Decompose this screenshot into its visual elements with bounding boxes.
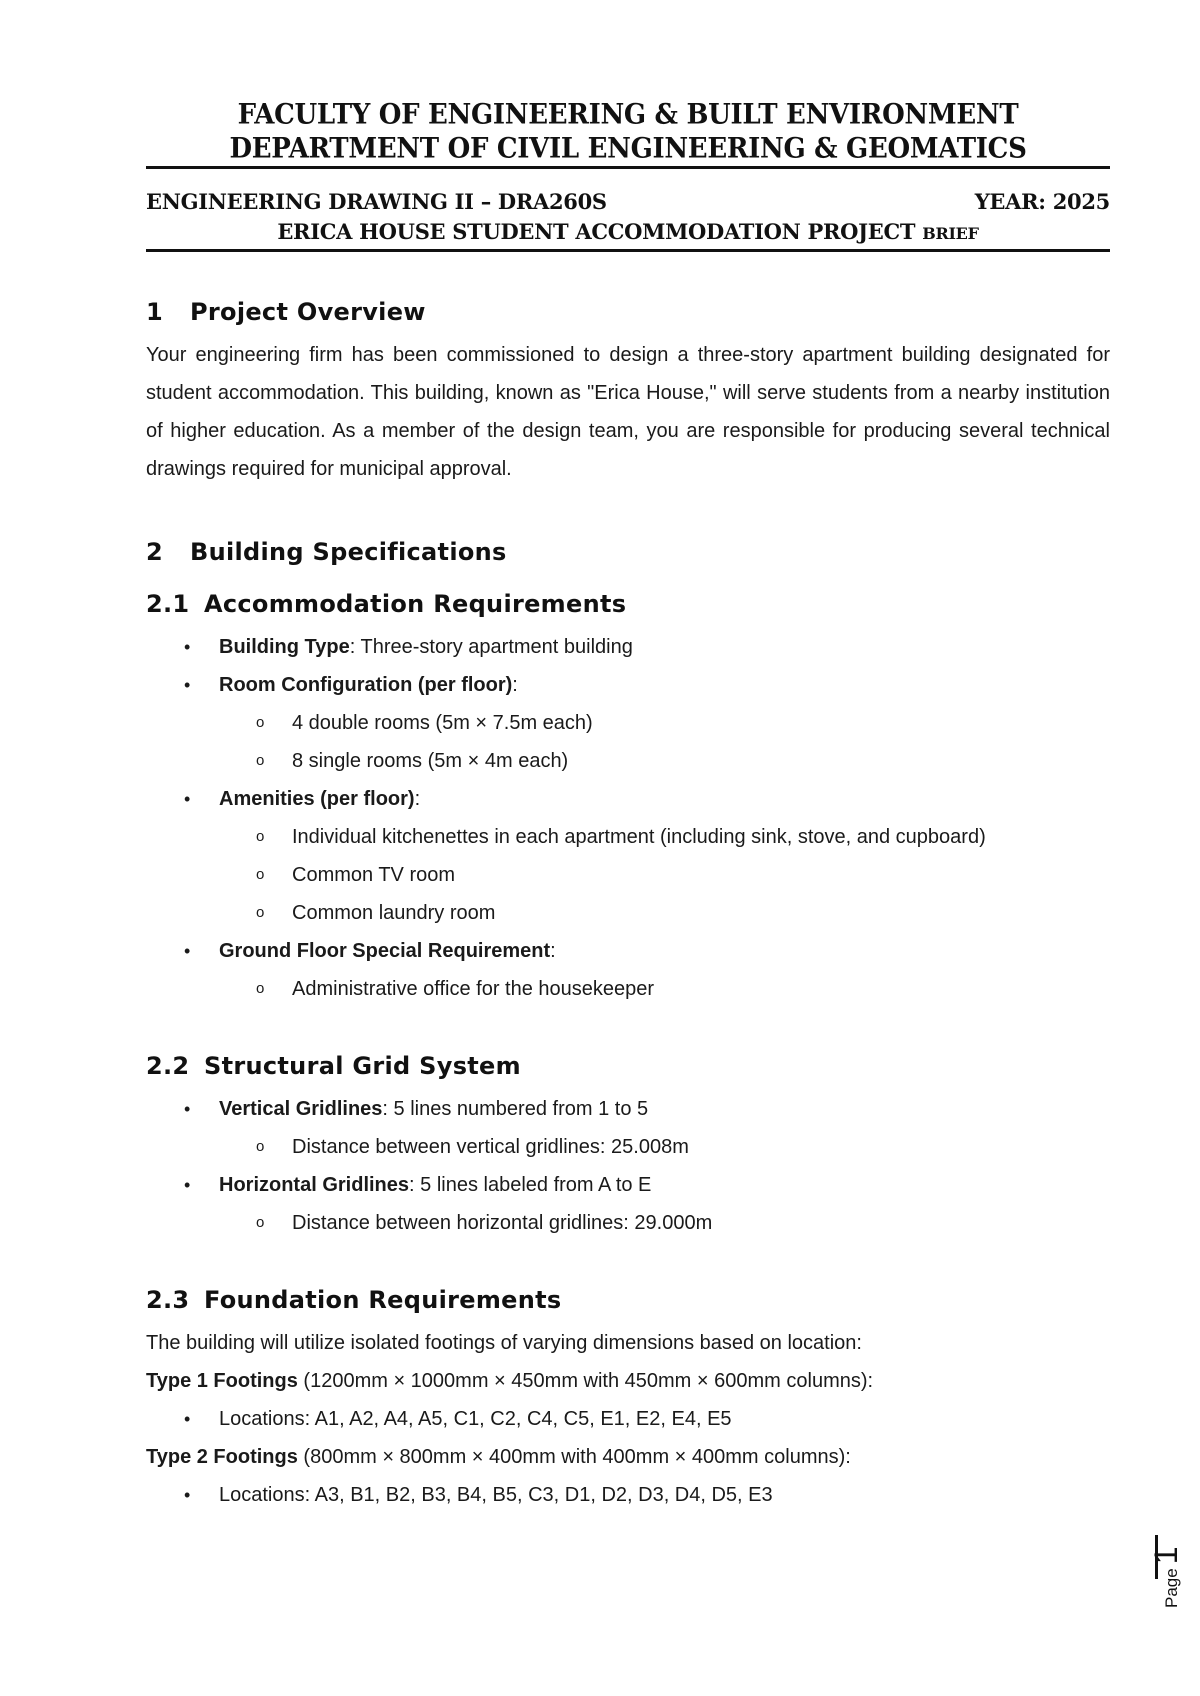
type-2-footings: [146, 1438, 1110, 1476]
type-1-list: [146, 1400, 1110, 1438]
section-2-2-title: Structural Grid System: [204, 1052, 521, 1080]
section-2-1-number: 2.1: [146, 590, 190, 618]
horizontal-gridlines-value: : 5 lines labeled from A to E: [409, 1174, 652, 1196]
section-2-1-title: Accommodation Requirements: [204, 590, 627, 618]
grid-system-list: [146, 1090, 1110, 1242]
type-2-list: [146, 1476, 1110, 1514]
list-subitem: o Individual kitchenettes in each apartment (including sink, stove, and cupboard): [146, 818, 1110, 856]
accommodation-list: [146, 628, 1110, 1008]
course-row: [146, 187, 1110, 217]
list-item: [146, 1166, 1110, 1204]
ground-floor-colon: :: [550, 940, 556, 962]
foundation-intro: The building will utilize isolated footings of varying dimensions based on location:: [146, 1332, 862, 1354]
building-type-label: Building Type: [219, 636, 350, 658]
section-2-2-number: 2.2: [146, 1052, 190, 1080]
ground-floor-label: Ground Floor Special Requirement: [219, 940, 551, 962]
list-item: [146, 666, 1110, 704]
section-2-3-number: 2.3: [146, 1286, 190, 1314]
amenities-colon: :: [414, 788, 421, 810]
room-config-colon: :: [512, 674, 518, 696]
section-2-number: 2: [146, 538, 163, 566]
horizontal-gridlines-label: Horizontal Gridlines: [219, 1174, 410, 1196]
vertical-gridlines-label: Vertical Gridlines: [219, 1098, 383, 1120]
room-config-label: Room Configuration (per floor): [219, 674, 513, 696]
list-subitem: o 4 double rooms (5m × 7.5m each): [146, 704, 1110, 742]
project-title-main: ERICA HOUSE STUDENT ACCOMMODATION PROJECT: [277, 219, 916, 244]
section-1-heading: [146, 296, 1110, 328]
type-1-footings: [146, 1362, 1110, 1400]
building-type-value: : Three-story apartment building: [349, 636, 633, 658]
list-subitem: o Distance between horizontal gridlines: 29.000m: [146, 1204, 1110, 1242]
vertical-gridlines-value: : 5 lines numbered from 1 to 5: [382, 1098, 649, 1120]
project-title-suffix: BRIEF: [922, 224, 979, 243]
list-item: [146, 780, 1110, 818]
section-2-2-heading: [146, 1050, 1110, 1082]
course-year: YEAR: 2025: [974, 189, 1110, 214]
amenities-label: Amenities (per floor): [219, 788, 415, 810]
list-subitem: o Administrative office for the housekeeper: [146, 970, 1110, 1008]
list-item: [146, 1090, 1110, 1128]
section-1-title: Project Overview: [190, 298, 426, 326]
project-title: [146, 217, 1110, 249]
section-2-3-heading: [146, 1284, 1110, 1316]
list-item: • Locations: A3, B1, B2, B3, B4, B5, C3, D1, D2, D3, D4, D5, E3: [146, 1476, 1110, 1514]
list-subitem: o Common TV room: [146, 856, 1110, 894]
list-subitem: o Common laundry room: [146, 894, 1110, 932]
department-title: DEPARTMENT OF CIVIL ENGINEERING & GEOMATICS: [229, 132, 1027, 166]
list-item: [146, 628, 1110, 666]
document-page: [146, 98, 1110, 1514]
page-number: [1148, 1528, 1184, 1608]
section-1-number: 1: [146, 298, 163, 326]
list-subitem: o 8 single rooms (5m × 4m each): [146, 742, 1110, 780]
list-item: • Locations: A1, A2, A4, A5, C1, C2, C4, C5, E1, E2, E4, E5: [146, 1400, 1110, 1438]
section-2-1-heading: [146, 588, 1110, 620]
section-2-heading: [146, 536, 1110, 568]
page-label: Page: [1162, 1568, 1181, 1608]
section-2-title: Building Specifications: [190, 538, 507, 566]
type-2-label: Type 2 Footings: [146, 1446, 298, 1468]
faculty-title: FACULTY OF ENGINEERING & BUILT ENVIRONMENT: [237, 98, 1019, 132]
course-code: ENGINEERING DRAWING II – DRA260S: [146, 189, 607, 214]
type-2-spec: (800mm × 800mm × 400mm with 400mm × 400mm columns):: [297, 1446, 851, 1468]
type-1-label: Type 1 Footings: [146, 1370, 298, 1392]
list-subitem: o Distance between vertical gridlines: 25.008m: [146, 1128, 1110, 1166]
header-block: [146, 98, 1110, 252]
section-1-body: Your engineering firm has been commissioned to design a three-story apartment building designated for student accommodation. This building, known as "Erica House," will serve students from a nearby institution of higher education. As a member of the design team, you are responsible for producing several technical drawings required for municipal approval.: [146, 344, 1110, 480]
section-2-3-title: Foundation Requirements: [204, 1286, 562, 1314]
page-number-value: 1: [1148, 1546, 1184, 1565]
list-item: [146, 932, 1110, 970]
type-1-spec: (1200mm × 1000mm × 450mm with 450mm × 600mm columns):: [297, 1370, 874, 1392]
